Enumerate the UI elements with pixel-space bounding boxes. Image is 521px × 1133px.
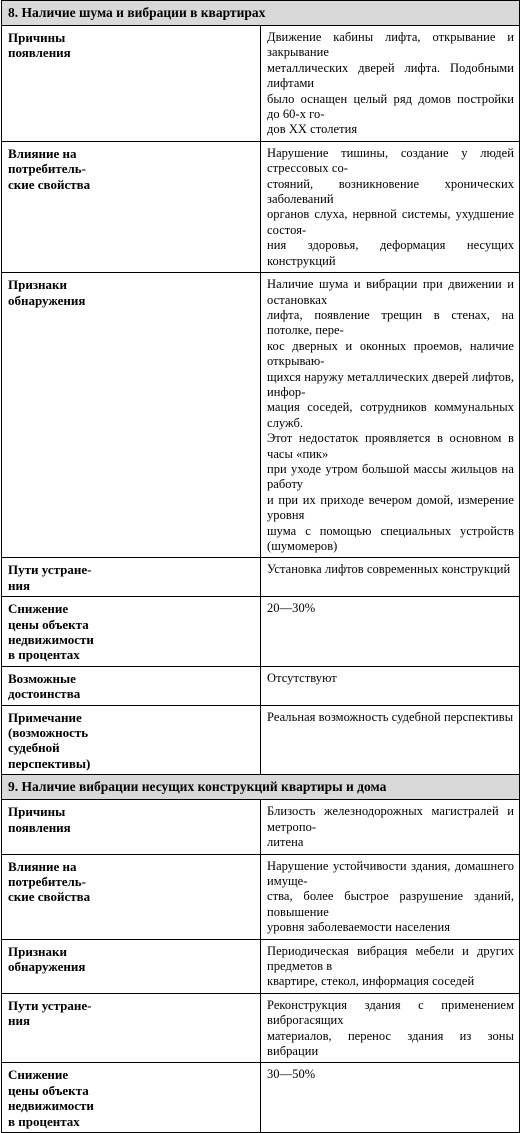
row-value-cell: [261, 141, 520, 272]
row-value-cell: [261, 558, 520, 597]
row-value-cell: [261, 993, 520, 1063]
row-value-line: лифта, появление трещин в стенах, на потолке, пере-: [267, 307, 514, 338]
row-label-line: Причины: [8, 804, 66, 820]
row-label-line: потребитель-: [8, 161, 87, 177]
row-value-cell: [261, 705, 520, 775]
row-label-line: цены объекта: [8, 1082, 89, 1098]
row-label-cell: [2, 558, 261, 597]
row-label-line: Влияние на: [8, 858, 77, 874]
row-label-line: судебной: [8, 740, 60, 756]
table-row: [2, 141, 520, 272]
row-value-cell: [261, 800, 520, 854]
row-label-cell: [2, 939, 261, 993]
row-value-line: Реальная возможность судебной перспективы: [267, 709, 514, 724]
row-value-line: уровня заболеваемости населения: [267, 920, 451, 935]
row-value-line: Установка лифтов современных конструкций: [267, 562, 511, 577]
row-value-line: Периодическая вибрация мебели и других предметов в: [267, 943, 514, 973]
row-label-line: Примечание: [8, 709, 82, 725]
row-label-line: в процентах: [8, 647, 80, 663]
row-label-line: Причины: [8, 30, 66, 45]
row-value-line: кос дверных и оконных проемов, наличие открываю-: [267, 338, 514, 369]
row-label-cell: [2, 26, 261, 142]
row-value-line: 20—30%: [267, 601, 316, 616]
row-value-line: щихся наружу металлических дверей лифтов, инфор-: [267, 369, 514, 399]
table-row: [2, 1063, 520, 1133]
row-value-line: органов слуха, нервной системы, ухудшение состоя-: [267, 207, 514, 237]
row-value-line: Реконструкция здания с применением виброгасящих: [267, 997, 514, 1028]
row-label-line: Признаки: [8, 277, 68, 293]
row-label-cell: [2, 1063, 261, 1133]
row-value-line: Близость железнодорожных магистралей и метропо-: [267, 804, 514, 834]
row-label-line: Пути устране-: [8, 562, 92, 578]
table-row: [2, 939, 520, 993]
row-label-line: достоинства: [8, 686, 81, 702]
defects-table: [1, 0, 520, 1133]
row-label-line: (возможность: [8, 725, 89, 741]
row-label-line: ния: [8, 577, 31, 593]
row-value-line: было оснащен целый ряд домов постройки до 60-х го-: [267, 91, 514, 122]
row-label-line: в процентах: [8, 1113, 80, 1129]
row-label-cell: [2, 273, 261, 558]
row-value-line: металлических дверей лифта. Подобными лифтами: [267, 60, 514, 91]
row-label-line: недвижимости: [8, 1098, 94, 1114]
row-value-cell: [261, 666, 520, 705]
row-value-line: мация соседей, сотрудников коммунальных служб.: [267, 400, 514, 430]
row-label-line: Влияние на: [8, 145, 77, 161]
row-label-cell: [2, 800, 261, 854]
row-value-line: шума с помощью специальных устройств (шумомеров): [267, 523, 514, 553]
row-label-line: Признаки: [8, 943, 68, 959]
table-row: [2, 597, 520, 667]
row-value-line: Этот недостаток проявляется в основном в часы «пик»: [267, 431, 514, 461]
row-label-cell: [2, 854, 261, 939]
row-value-cell: [261, 273, 520, 558]
row-label-line: появления: [8, 45, 71, 61]
row-label-line: обнаружения: [8, 958, 86, 974]
section-title: 8. Наличие шума и вибрации в квартирах: [2, 1, 520, 26]
row-value-cell: [261, 854, 520, 939]
row-label-line: ния: [8, 1013, 31, 1029]
table-row: [2, 666, 520, 705]
section-header-row: [2, 775, 520, 800]
row-label-cell: [2, 993, 261, 1063]
row-label-line: недвижимости: [8, 632, 94, 648]
row-value-line: Движение кабины лифта, открывание и закрывание: [267, 30, 514, 60]
table-row: [2, 273, 520, 558]
row-value-line: квартире, стекол, информация соседей: [267, 974, 475, 989]
table-row: [2, 993, 520, 1063]
row-label-cell: [2, 141, 261, 272]
table-row: [2, 26, 520, 142]
defects-table-body: [2, 1, 520, 1133]
row-label-cell: [2, 705, 261, 775]
row-label-line: Возможные: [8, 670, 76, 686]
row-value-line: ства, более быстрое разрушение зданий, повышение: [267, 889, 514, 919]
section-header-row: [2, 1, 520, 26]
row-label-line: цены объекта: [8, 616, 89, 632]
row-value-line: ния здоровья, деформация несущих конструкций: [267, 238, 514, 268]
row-label-line: Снижение: [8, 1067, 69, 1083]
row-value-line: дов XX столетия: [267, 122, 358, 137]
row-value-line: стояний, возникновение хронических заболеваний: [267, 176, 514, 207]
row-label-line: обнаружения: [8, 292, 86, 308]
row-label-line: ские свойства: [8, 176, 91, 192]
row-value-line: материалов, перенос здания из зоны вибрации: [267, 1028, 514, 1058]
row-value-line: Отсутствуют: [267, 670, 337, 685]
table-row: [2, 800, 520, 854]
table-row: [2, 705, 520, 775]
row-value-cell: [261, 939, 520, 993]
row-label-cell: [2, 597, 261, 667]
row-value-cell: [261, 597, 520, 667]
table-row: [2, 854, 520, 939]
row-label-line: Пути устране-: [8, 997, 92, 1013]
row-value-line: 30—50%: [267, 1067, 316, 1082]
row-value-cell: [261, 1063, 520, 1133]
row-label-line: появления: [8, 819, 71, 835]
row-label-line: ские свойства: [8, 889, 91, 905]
table-row: [2, 558, 520, 597]
row-value-line: и при их приходе вечером домой, измерение уровня: [267, 492, 514, 523]
row-value-line: Наличие шума и вибрации при движении и остановках: [267, 277, 514, 307]
row-label-line: потребитель-: [8, 873, 87, 889]
row-value-line: при уходе утром большой массы жильцов на работу: [267, 461, 514, 492]
row-value-line: Нарушение устойчивости здания, домашнего имуще-: [267, 858, 514, 888]
row-value-line: литена: [267, 835, 304, 850]
row-value-cell: [261, 26, 520, 142]
row-label-cell: [2, 666, 261, 705]
row-label-line: Снижение: [8, 601, 69, 617]
row-label-line: перспективы): [8, 755, 91, 771]
section-title: 9. Наличие вибрации несущих конструкций квартиры и дома: [2, 775, 520, 800]
row-value-line: Нарушение тишины, создание у людей стрессовых со-: [267, 145, 514, 176]
